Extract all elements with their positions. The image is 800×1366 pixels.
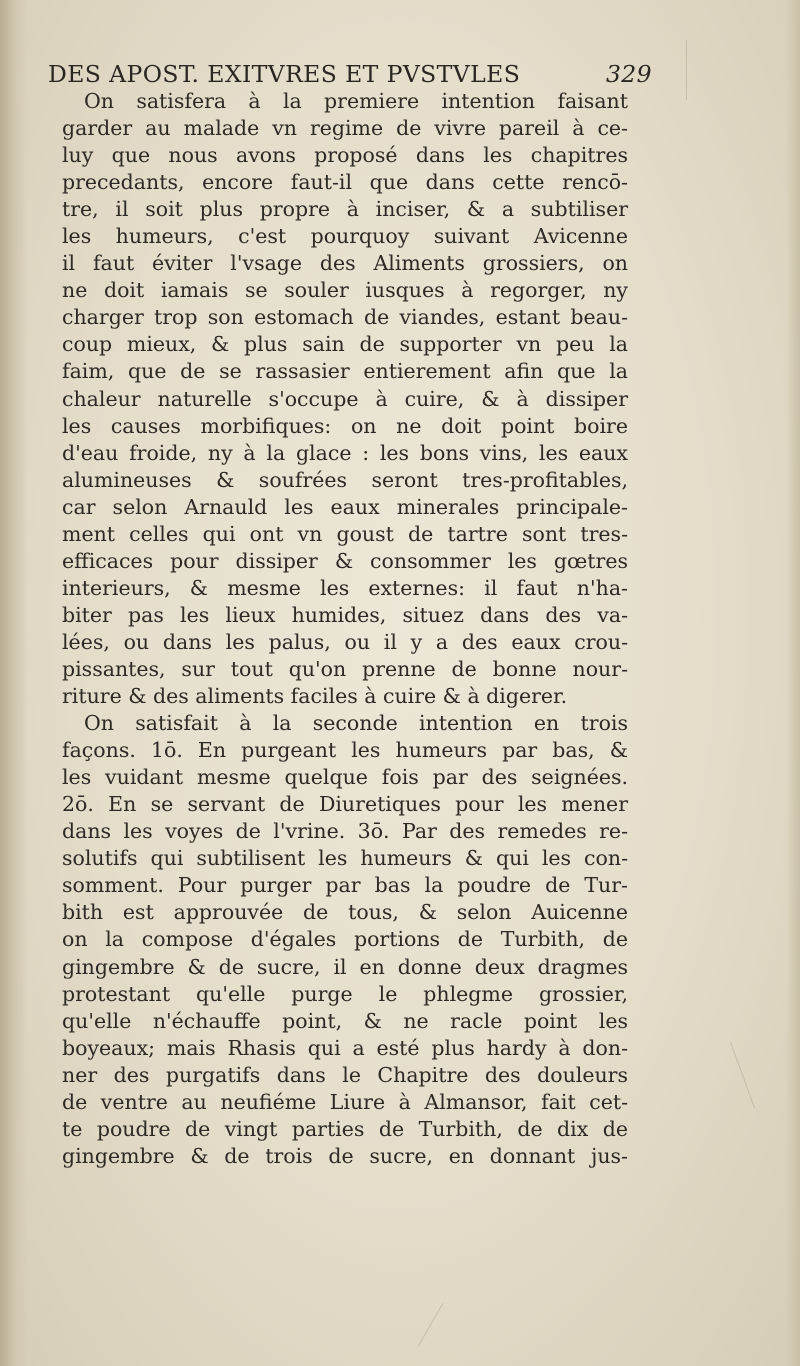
text-line: dans les voyes de l'vrine. 3ō. Par des remedes re- (62, 819, 628, 844)
text-line: luy que nous avons proposé dans les chapitres (62, 143, 628, 168)
text-line: alumineuses & soufrées seront tres-profitables, (62, 467, 628, 492)
text-line: pissantes, sur tout qu'on prenne de bonne nour- (62, 656, 628, 681)
text-line: les vuidant mesme quelque fois par des seignées. (62, 765, 628, 790)
body-text (62, 88, 628, 1170)
text-line: les humeurs, c'est pourquoy suivant Avicenne (62, 224, 628, 249)
text-line: faim, que de se rassasier entierement afin que la (62, 359, 628, 384)
text-line: lées, ou dans les palus, ou il y a des eaux crou- (62, 629, 628, 654)
text-line: chaleur naturelle s'occupe à cuire, & à dissiper (62, 386, 628, 411)
text-line: coup mieux, & plus sain de supporter vn peu la (62, 332, 628, 357)
text-line: precedants, encore faut-il que dans cette rencō- (62, 170, 628, 195)
text-line: somment. Pour purger par bas la poudre de Tur- (62, 873, 628, 898)
text-line: garder au malade vn regime de vivre pareil à ce- (62, 116, 628, 141)
running-head: DES APOST. EXITVRES ET PVSTVLES (48, 60, 521, 88)
page-edge (786, 0, 800, 1366)
text-line: riture & des aliments faciles à cuire & à digerer. (62, 684, 568, 709)
text-line: interieurs, & mesme les externes: il faut n'ha- (62, 575, 628, 600)
text-line: on la compose d'égales portions de Turbith, de (62, 927, 628, 952)
text-line: ment celles qui ont vn goust de tartre sont tres- (62, 521, 628, 546)
page-number: 329 (605, 60, 652, 88)
text-line: ner des purgatifs dans le Chapitre des douleurs (62, 1062, 628, 1087)
text-line: qu'elle n'échauffe point, & ne racle point les (62, 1008, 628, 1033)
text-line: car selon Arnauld les eaux minerales principale- (62, 494, 628, 519)
paper-crease (418, 1303, 444, 1347)
text-line: solutifs qui subtilisent les humeurs & qui les con- (62, 846, 628, 871)
text-line: On satisfera à la premiere intention faisant (84, 89, 628, 113)
binding-shadow (0, 0, 28, 1366)
text-line: boyeaux; mais Rhasis qui a esté plus hardy à don- (62, 1035, 628, 1060)
text-line: de ventre au neufiéme Liure à Almansor, fait cet- (62, 1089, 628, 1114)
text-line: bith est approuvée de tous, & selon Auicenne (62, 900, 628, 925)
text-line: d'eau froide, ny à la glace : les bons vins, les eaux (62, 440, 628, 465)
text-line: gingembre & de sucre, il en donne deux dragmes (62, 954, 628, 979)
text-line: efficaces pour dissiper & consommer les gœtres (62, 548, 628, 573)
text-line: les causes morbifiques: on ne doit point boire (62, 413, 628, 438)
text-line: charger trop son estomach de viandes, estant beau- (62, 305, 628, 330)
text-line: te poudre de vingt parties de Turbith, de dix de (62, 1116, 628, 1141)
text-line: On satisfait à la seconde intention en trois (84, 711, 628, 736)
text-line: gingembre & de trois de sucre, en donnant jus- (62, 1143, 628, 1168)
text-line: 2ō. En se servant de Diuretiques pour les mener (62, 792, 628, 817)
text-line: tre, il soit plus propre à inciser, & a subtiliser (62, 197, 628, 222)
text-line: protestant qu'elle purge le phlegme grossier, (62, 981, 628, 1006)
text-line: façons. 1ō. En purgeant les humeurs par bas, & (62, 738, 628, 763)
paper-crease (686, 40, 687, 100)
text-line: ne doit iamais se souler iusques à regorger, ny (62, 278, 628, 303)
text-line: il faut éviter l'vsage des Aliments grossiers, on (62, 251, 628, 276)
paper-crease (730, 1042, 755, 1108)
text-line: biter pas les lieux humides, situez dans des va- (62, 602, 628, 627)
